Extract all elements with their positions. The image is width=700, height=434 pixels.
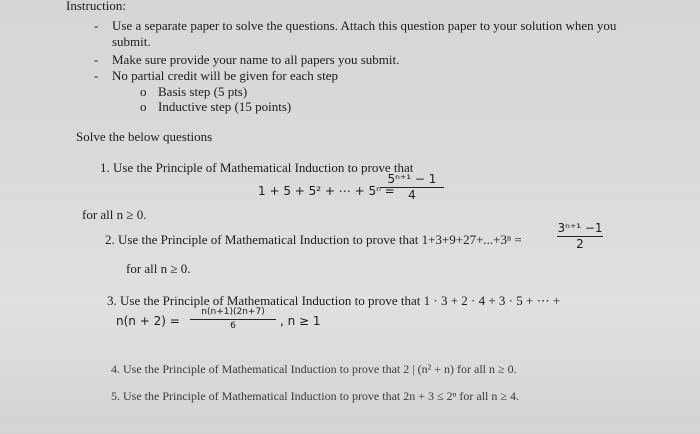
dash-marker: - — [94, 52, 99, 67]
circle-marker: o — [140, 84, 147, 99]
sub-bullet-basis: o Basis step (5 pts) — [140, 84, 248, 99]
question-3-text: 3. Use the Principle of Mathematical Induction to prove that 1 · 3 + 2 · 4 + 3 · 5 + ⋯ + — [107, 293, 561, 308]
question-1-lhs: 1 + 5 + 5² + ⋯ + 5ⁿ = — [258, 184, 395, 198]
question-1-text: 1. Use the Principle of Mathematical Induction to prove that — [100, 160, 414, 175]
question-2-fraction — [557, 222, 603, 251]
dash-marker: - — [94, 68, 99, 83]
question-3-fraction — [190, 307, 276, 332]
question-2-text: 2. Use the Principle of Mathematical Induction to prove that 1+3+9+27+...+3ⁿ = — [105, 232, 522, 247]
q2-denominator: 2 — [576, 237, 584, 251]
question-3-condition: , n ≥ 1 — [280, 314, 321, 328]
circle-marker: o — [140, 99, 147, 114]
question-4-text: 4. Use the Principle of Mathematical Induction to prove that 2 | (n² + n) for all n ≥ 0. — [111, 362, 517, 376]
instruction-bullet-3: - No partial credit will be given for each step — [94, 68, 338, 83]
question-3-lhs: n(n + 2) = — [116, 314, 180, 328]
instruction-bullet-2: - Make sure provide your name to all papers you submit. — [94, 52, 400, 67]
sub-bullet-inductive: o Inductive step (15 points) — [140, 99, 292, 114]
section-title: Solve the below questions — [76, 129, 213, 144]
q1-numerator: 5ⁿ⁺¹ − 1 — [387, 172, 437, 186]
dash-marker: - — [94, 18, 99, 33]
question-2-condition: for all n ≥ 0. — [126, 261, 191, 276]
q1-denominator: 4 — [408, 188, 416, 202]
fraction-bar — [190, 319, 276, 320]
q2-numerator: 3ⁿ⁺¹ −1 — [557, 221, 603, 235]
q3-numerator: n(n+1)(2n+7) — [201, 307, 265, 317]
question-5-text: 5. Use the Principle of Mathematical Induction to prove that 2n + 3 ≤ 2ⁿ for all n ≥ 4. — [111, 389, 519, 403]
instruction-bullet-1-cont: submit. — [112, 34, 151, 49]
question-1-condition: for all n ≥ 0. — [82, 207, 147, 222]
question-1-fraction — [380, 173, 444, 202]
instruction-bullet-1: - Use a separate paper to solve the questions. Attach this question paper to your solution when you — [94, 18, 617, 33]
instruction-heading: Instruction: — [66, 0, 126, 13]
q3-denominator: 6 — [230, 321, 236, 331]
